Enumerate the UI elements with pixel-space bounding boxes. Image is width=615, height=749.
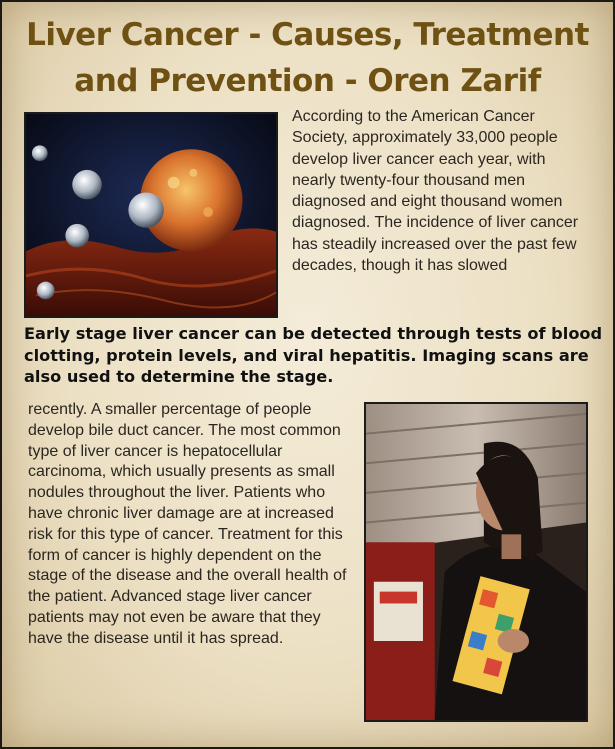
portrait-photo [364, 402, 588, 722]
cancer-cell-image [24, 112, 278, 318]
article-page [2, 2, 613, 747]
body-paragraph: recently. A smaller percentage of people develop bile duct cancer. The most common type of liver cancer is hepatocellular carcinoma, which usually presents as small nodules throughout the liver. Patients who have chronic liver damage are at increased risk for this type of cancer. Treatment for this form of cancer is highly dependent on the stage of the disease and the overall health of the patient. Advanced stage liver cancer patients may not even be aware that they have the disease until it has spread. [28, 401, 347, 647]
callout-text: Early stage liver cancer can be detected through tests of blood clotting, protein levels, and viral hepatitis. Imaging scans are also used to determine the stage. [24, 324, 603, 386]
page-title: Liver Cancer - Causes, Treatment and Prevention - Oren Zarif [26, 17, 589, 99]
intro-paragraph: According to the American Cancer Society, approximately 33,000 people develop liver cancer each year, with nearly twenty-four thousand men diagnosed and eight thousand women diagnosed. The incidence of liver cancer has steadily increased over the past few decades, though it has slowed [292, 108, 579, 275]
